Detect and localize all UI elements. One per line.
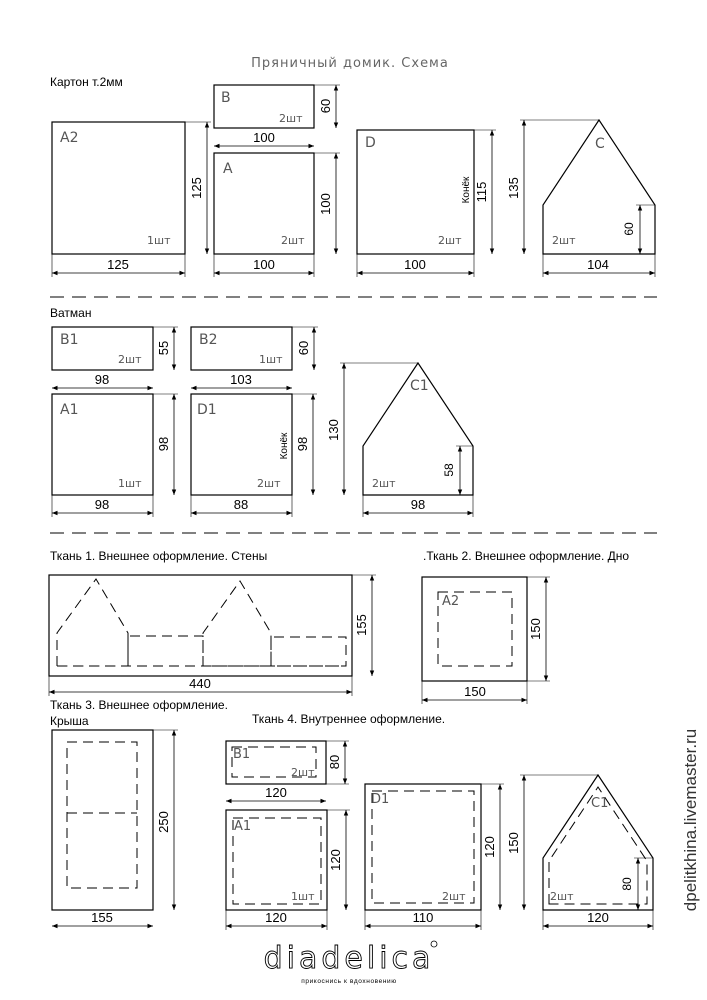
piece-count: 2шт [279, 112, 303, 125]
piece-label: A1 [60, 402, 79, 418]
piece-carton-a [214, 153, 340, 277]
piece-count: 2шт [550, 890, 574, 903]
logo-tagline: прикоснись к вдохновению [301, 978, 397, 985]
section-carton-label: Картон т.2мм [50, 75, 123, 89]
section-roof-label: Крыша [50, 714, 89, 728]
piece-fabric4-c1 [506, 775, 653, 930]
piece-count: 2шт [281, 234, 305, 247]
piece-count: 2шт [552, 234, 576, 247]
section-fabric1-label: Ткань 1. Внешнее оформление. Стены [50, 549, 268, 563]
piece-count: 1шт [259, 353, 283, 366]
section-fabric2-label: .Ткань 2. Внешнее оформление. Дно [423, 549, 630, 563]
dimension-width: 100 [404, 257, 426, 272]
piece-note: Конёк [461, 176, 472, 204]
seam-line [67, 742, 137, 888]
dimension-height: 98 [295, 436, 310, 452]
piece-carton-c [506, 120, 655, 277]
piece-carton-d [357, 130, 496, 277]
dimension-height: 150 [528, 618, 543, 640]
dimension-width: 88 [233, 497, 249, 512]
dimension-width: 120 [265, 910, 287, 925]
piece-carton-b [214, 85, 340, 146]
dimension-wall: 58 [442, 463, 456, 477]
brand-logo [264, 941, 437, 985]
dimension-height: 120 [328, 849, 343, 871]
seam-line [372, 791, 474, 903]
dimension-width: 120 [587, 910, 609, 925]
dimension-wall: 60 [622, 222, 636, 236]
dimension-height: 150 [506, 832, 521, 854]
piece-outline [49, 575, 352, 676]
piece-count: 2шт [118, 353, 142, 366]
piece-label: C1 [591, 796, 609, 811]
piece-count: 2шт [442, 890, 466, 903]
piece-count: 1шт [118, 477, 142, 490]
section-fabric4-label: Ткань 4. Внутреннее оформление. [252, 712, 446, 726]
piece-vatman-c1 [326, 363, 473, 517]
dimension-width: 98 [94, 497, 110, 512]
dimension-width: 98 [410, 497, 426, 512]
watermark: dpelitkhina.livemaster.ru [681, 728, 700, 912]
section-fabric3-label: Ткань 3. Внешнее оформление. [50, 698, 228, 712]
piece-fabric4-d1 [365, 784, 504, 930]
dimension-height: 135 [506, 177, 521, 199]
dimension-height: 120 [482, 836, 497, 858]
dimension-width: 100 [253, 257, 275, 272]
page-title: Пряничный домик. Схема [251, 56, 449, 71]
dimension-height: 80 [327, 754, 342, 770]
piece-label: C1 [410, 378, 429, 394]
dimension-height: 125 [189, 177, 204, 199]
dimension-width: 104 [587, 257, 609, 272]
piece-count: 2шт [438, 234, 462, 247]
dimension-width: 100 [253, 130, 275, 145]
piece-count: 2шт [372, 477, 396, 490]
dimension-width: 440 [189, 676, 211, 691]
piece-carton-a2 [52, 122, 211, 277]
piece-label: A2 [442, 594, 460, 609]
dimension-width: 110 [412, 910, 434, 925]
dimension-width: 103 [230, 372, 252, 387]
piece-count: 2шт [257, 477, 281, 490]
dimension-height: 100 [318, 193, 333, 215]
logo-wordmark: diadelica [263, 941, 435, 976]
dimension-width: 155 [91, 910, 113, 925]
dimension-height: 60 [296, 340, 311, 356]
piece-fabric3-roof [52, 730, 178, 926]
piece-label: A [223, 161, 233, 177]
dimension-width: 125 [107, 257, 129, 272]
dimension-height: 130 [326, 419, 341, 441]
piece-label: A1 [234, 819, 252, 834]
piece-fabric2-bottom [422, 577, 550, 704]
piece-count: 1шт [147, 234, 171, 247]
dimension-wall: 80 [620, 877, 634, 891]
dimension-height: 98 [156, 436, 171, 452]
piece-fabric1-walls [49, 575, 376, 696]
dimension-width: 98 [94, 372, 110, 387]
piece-count: 2шт [291, 766, 315, 779]
piece-count: 1шт [291, 890, 315, 903]
piece-note: Конёк [279, 432, 290, 460]
dimension-height: 115 [474, 181, 489, 203]
section-vatman-label: Ватман [50, 306, 92, 320]
dimension-width: 150 [464, 684, 486, 699]
piece-label: B1 [233, 747, 251, 762]
piece-vatman-a1 [52, 394, 178, 517]
piece-vatman-b2 [191, 327, 318, 388]
piece-label: D [365, 135, 376, 151]
piece-fabric4-b1 [226, 741, 349, 801]
dimension-width: 120 [265, 785, 287, 800]
piece-label: A2 [60, 130, 79, 146]
dimension-height: 55 [156, 340, 171, 356]
piece-label: D1 [197, 402, 217, 418]
piece-vatman-b1 [52, 327, 178, 388]
piece-label: D1 [371, 792, 390, 807]
piece-label: B1 [60, 332, 79, 348]
dimension-height: 155 [354, 614, 369, 636]
piece-label: C [595, 136, 605, 152]
dimension-height: 60 [318, 98, 333, 114]
dimension-height: 250 [156, 811, 171, 833]
piece-vatman-d1 [191, 394, 317, 517]
piece-label: B2 [199, 332, 218, 348]
piece-fabric4-a1 [226, 810, 350, 930]
seam-line [57, 579, 346, 666]
piece-label: B [221, 90, 231, 106]
